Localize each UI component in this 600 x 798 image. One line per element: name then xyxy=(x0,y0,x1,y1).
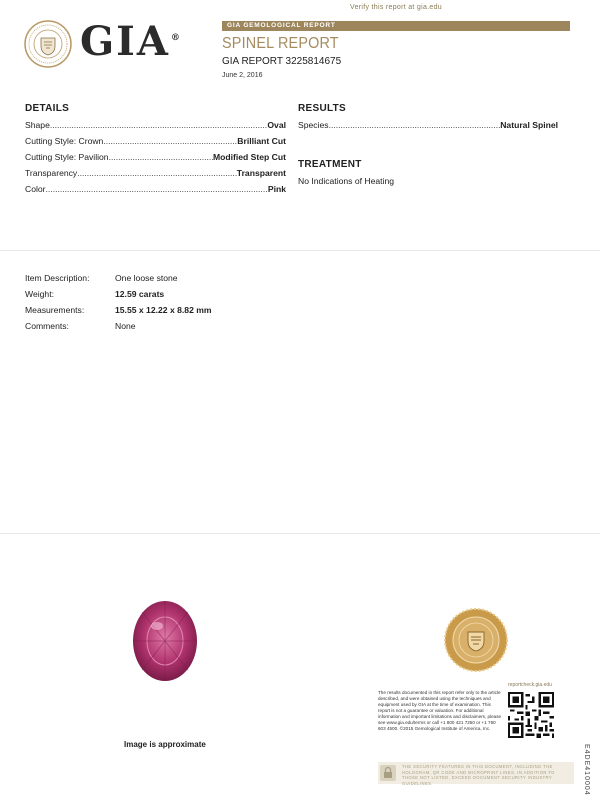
qr-code[interactable] xyxy=(508,692,554,738)
treatment-text: No Indications of Heating xyxy=(298,176,395,186)
details-row-crown: Cutting Style: Crown ..... Brilliant Cut xyxy=(25,136,286,147)
disclaimer-text: The results documented in this report refer only to the article described, and were obtained using the techniques and equipment used by GIA at the time of examination. This report is not a guarantee or valuation. For additional information and important limitations and disclaimers, please see www.gia.edu/terms or call +1 800 421 7250 or +1 760 603 4500. ©2015 Gemological Institute of America, Inc. xyxy=(378,690,502,731)
gia-logo: GIA® xyxy=(80,18,180,65)
serial-number: E4DE410004 xyxy=(583,744,590,796)
report-number: GIA REPORT 3225814675 xyxy=(222,56,342,67)
security-text: THE SECURITY FEATURES IN THIS DOCUMENT, INCLUDING THE HOLOGRAM, QR CODE AND MICROPRINT LINES, IN ADDITION TO THOSE NOT LISTED, EXCEED DOCUMENT SECURITY INDUSTRY GUIDELINES. xyxy=(402,764,555,786)
fold-line xyxy=(0,250,600,251)
fold-line-lower xyxy=(0,533,600,534)
results-row-species: Species ..... Natural Spinel xyxy=(298,120,558,131)
treatment-heading: TREATMENT xyxy=(298,159,362,170)
details-row-pavilion: Cutting Style: Pavilion ..... Modified Step Cut xyxy=(25,152,286,163)
details-heading: DETAILS xyxy=(25,103,70,114)
image-caption: Image is approximate xyxy=(124,740,206,749)
details-row-shape: Shape ..... Oval xyxy=(25,120,286,131)
details-row-transparency: Transparency ..... Transparent xyxy=(25,168,286,179)
gold-seal-icon xyxy=(444,608,508,672)
lock-icon xyxy=(380,765,396,781)
gia-seal-icon xyxy=(24,20,72,68)
verify-link[interactable]: Verify this report at gia.edu xyxy=(350,4,442,11)
report-date: June 2, 2016 xyxy=(222,72,263,79)
report-title: SPINEL REPORT xyxy=(222,35,339,52)
details-row-color: Color ..... Pink xyxy=(25,184,286,195)
gem-image xyxy=(132,600,198,682)
report-type-bar: GIA GEMOLOGICAL REPORT xyxy=(222,21,570,31)
reportcheck-link[interactable]: reportcheck.gia.edu xyxy=(508,682,552,688)
results-heading: RESULTS xyxy=(298,103,347,114)
